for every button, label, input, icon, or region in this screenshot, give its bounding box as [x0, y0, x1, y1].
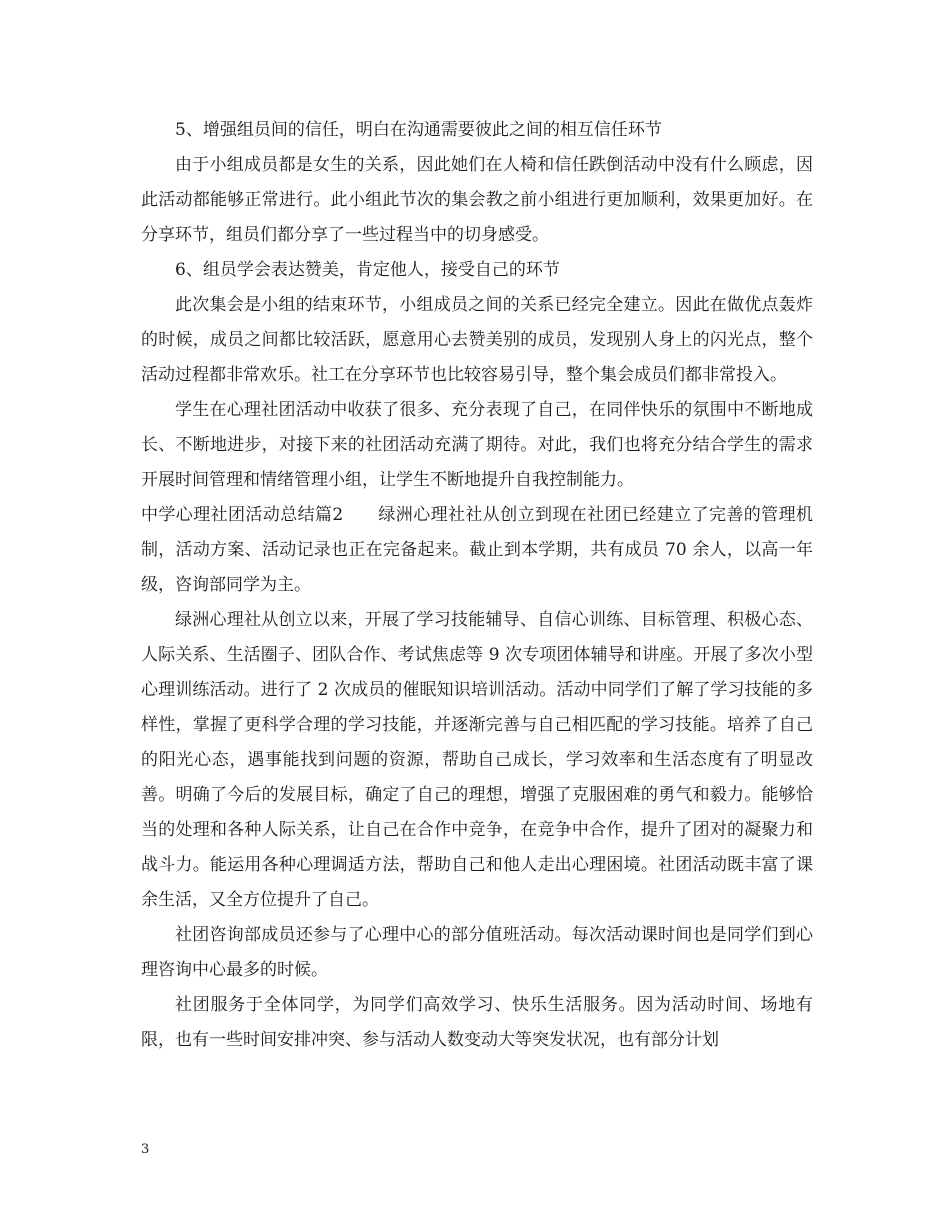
paragraph: 由于小组成员都是女生的关系，因此她们在人椅和信任跌倒活动中没有什么顾虑，因此活动都能够正常进行。此小组此节次的集会教之前小组进行更加顺利，效果更加好。在分享环节，组员们都分享了一些过程当中的切身感受。 — [141, 155, 813, 245]
section-heading-6: 6、组员学会表达赞美，肯定他人，接受自己的环节 — [175, 260, 560, 280]
paragraph: 社团咨询部成员还参与了心理中心的部分值班活动。每次活动课时间也是同学们到心理咨询中心最多的时候。 — [141, 925, 813, 980]
section-heading-5: 5、增强组员间的信任，明白在沟通需要彼此之间的相互信任环节 — [175, 120, 662, 140]
page-number: 3 — [141, 1142, 150, 1157]
paragraph: 此次集会是小组的结束环节，小组成员之间的关系已经完全建立。因此在做优点轰炸的时候，成员之间都比较活跃，愿意用心去赞美别的成员，发现别人身上的闪光点，整个活动过程都非常欢乐。社工在分享环节也比较容易引导，整个集会成员们都非常投入。 — [141, 295, 813, 385]
document-body — [141, 113, 813, 1058]
paragraph: 学生在心理社团活动中收获了很多、充分表现了自己，在同伴快乐的氛围中不断地成长、不断地进步，对接下来的社团活动充满了期待。对此，我们也将充分结合学生的需求开展时间管理和情绪管理小组，让学生不断地提升自我控制能力。 — [141, 400, 813, 490]
paragraph: 绿洲心理社从创立以来，开展了学习技能辅导、自信心训练、目标管理、积极心态、人际关系、生活圈子、团队合作、考试焦虑等 9 次专项团体辅导和讲座。开展了多次小型心理训练活动。进行了 2 次成员的催眠知识培训活动。活动中同学们了解了学习技能的多样性，掌握了更科学合理的学习技能，并逐渐完善与自己相匹配的学习技能。培养了自己的阳光心态，遇事能找到问题的资源，帮助自己成长，学习效率和生活态度有了明显改善。明确了今后的发展目标，确定了自己的理想，增强了克服困难的勇气和毅力。能够恰当的处理和各种人际关系，让自己在合作中竞争，在竞争中合作，提升了团对的凝聚力和战斗力。能运用各种心理调适方法，帮助自己和他人走出心理困境。社团活动既丰富了课余生活，又全方位提升了自己。 — [141, 610, 813, 910]
article-title-paragraph: 中学心理社团活动总结篇2 绿洲心理社社从创立到现在社团已经建立了完善的管理机制，活动方案、活动记录也正在完备起来。截止到本学期，共有成员 70 余人，以高一年级，咨询部同学为主。 — [141, 505, 813, 595]
paragraph: 社团服务于全体同学，为同学们高效学习、快乐生活服务。因为活动时间、场地有限，也有一些时间安排冲突、参与活动人数变动大等突发状况，也有部分计划 — [141, 995, 813, 1050]
